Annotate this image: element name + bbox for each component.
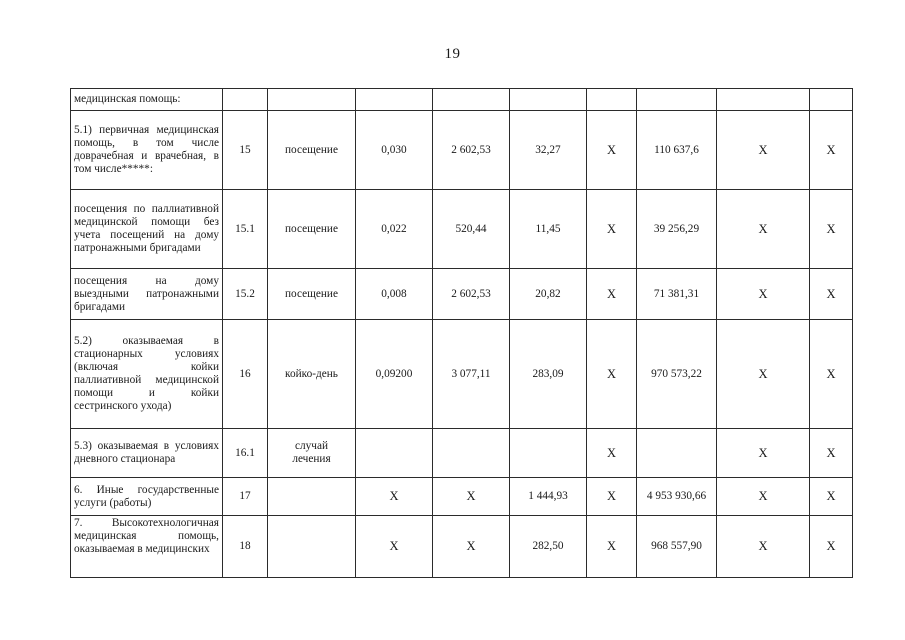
- cell-name: посещения на дому выездными патронажными бригадами: [71, 269, 223, 320]
- cell-unit: посещение: [268, 190, 356, 269]
- table-row: [71, 269, 853, 320]
- cell-amount: [637, 429, 717, 478]
- cell-per-capita: 11,45: [510, 190, 587, 269]
- cell-cost-norm: X: [433, 516, 510, 578]
- cell-per-capita: 1 444,93: [510, 478, 587, 516]
- cell-col7: X: [587, 190, 637, 269]
- page-number: 19: [444, 46, 461, 62]
- cell-line-number: [223, 89, 268, 111]
- cell-amount: 4 953 930,66: [637, 478, 717, 516]
- cell-per-capita: 283,09: [510, 320, 587, 429]
- cell-col7: X: [587, 111, 637, 190]
- cell-volume-norm: 0,022: [356, 190, 433, 269]
- cell-volume-norm: X: [356, 478, 433, 516]
- cell-volume-norm: 0,008: [356, 269, 433, 320]
- cell-col7: X: [587, 320, 637, 429]
- cell-volume-norm: [356, 89, 433, 111]
- cell-col7: [587, 89, 637, 111]
- cell-col9: X: [717, 429, 810, 478]
- cell-unit: [268, 478, 356, 516]
- cell-col9: X: [717, 516, 810, 578]
- cell-name: медицинская помощь:: [71, 89, 223, 111]
- normative-table: [70, 88, 853, 578]
- cell-col7: X: [587, 516, 637, 578]
- table-row: [71, 111, 853, 190]
- cell-name: 5.2) оказываемая в стационарных условиях (включая койки паллиативной медицинской помощи и койки сестринского ухода): [71, 320, 223, 429]
- cell-volume-norm: 0,030: [356, 111, 433, 190]
- cell-col10: [810, 89, 853, 111]
- table-row: [71, 429, 853, 478]
- cell-amount: [637, 89, 717, 111]
- cell-name: посещения по паллиативной медицинской помощи без учета посещений на дому патронажными бригадами: [71, 190, 223, 269]
- cell-amount: 968 557,90: [637, 516, 717, 578]
- cell-cost-norm: 2 602,53: [433, 269, 510, 320]
- cell-unit: посещение: [268, 111, 356, 190]
- cell-col9: X: [717, 190, 810, 269]
- cell-name: 5.3) оказываемая в условиях дневного стационара: [71, 429, 223, 478]
- cell-per-capita: 282,50: [510, 516, 587, 578]
- cell-line-number: 16: [223, 320, 268, 429]
- table-row: [71, 190, 853, 269]
- cell-amount: 970 573,22: [637, 320, 717, 429]
- cell-line-number: 15.2: [223, 269, 268, 320]
- cell-per-capita: 32,27: [510, 111, 587, 190]
- cell-col9: X: [717, 478, 810, 516]
- cell-volume-norm: 0,09200: [356, 320, 433, 429]
- cell-col9: X: [717, 269, 810, 320]
- cell-per-capita: [510, 89, 587, 111]
- table-row: [71, 320, 853, 429]
- cell-col10: X: [810, 269, 853, 320]
- cell-line-number: 18: [223, 516, 268, 578]
- table-row: [71, 478, 853, 516]
- cell-line-number: 17: [223, 478, 268, 516]
- cell-cost-norm: [433, 429, 510, 478]
- cell-col9: X: [717, 320, 810, 429]
- cell-col10: X: [810, 478, 853, 516]
- cell-unit: [268, 89, 356, 111]
- cell-col10: X: [810, 429, 853, 478]
- cell-cost-norm: X: [433, 478, 510, 516]
- cell-per-capita: 20,82: [510, 269, 587, 320]
- cell-cost-norm: 520,44: [433, 190, 510, 269]
- cell-line-number: 15: [223, 111, 268, 190]
- table-row: [71, 516, 853, 578]
- cell-col10: X: [810, 320, 853, 429]
- cell-volume-norm: [356, 429, 433, 478]
- cell-col7: X: [587, 429, 637, 478]
- cell-col10: X: [810, 190, 853, 269]
- cell-cost-norm: 3 077,11: [433, 320, 510, 429]
- cell-unit: посещение: [268, 269, 356, 320]
- cell-unit: случай лечения: [268, 429, 356, 478]
- cell-amount: 110 637,6: [637, 111, 717, 190]
- cell-per-capita: [510, 429, 587, 478]
- cell-cost-norm: [433, 89, 510, 111]
- cell-col7: X: [587, 478, 637, 516]
- cell-unit: койко-день: [268, 320, 356, 429]
- cell-name: 6. Иные государственные услуги (работы): [71, 478, 223, 516]
- cell-volume-norm: X: [356, 516, 433, 578]
- cell-cost-norm: 2 602,53: [433, 111, 510, 190]
- cell-col7: X: [587, 269, 637, 320]
- cell-unit: [268, 516, 356, 578]
- cell-line-number: 15.1: [223, 190, 268, 269]
- cell-col9: [717, 89, 810, 111]
- table-row: [71, 89, 853, 111]
- cell-name: 5.1) первичная медицинская помощь, в том числе доврачебная и врачебная, в том числе*****:: [71, 111, 223, 190]
- cell-amount: 39 256,29: [637, 190, 717, 269]
- cell-col10: X: [810, 111, 853, 190]
- cell-col10: X: [810, 516, 853, 578]
- cell-col9: X: [717, 111, 810, 190]
- cell-line-number: 16.1: [223, 429, 268, 478]
- cell-name: 7. Высокотехнологичная медицинская помощь, оказываемая в медицинских: [71, 516, 223, 578]
- cell-amount: 71 381,31: [637, 269, 717, 320]
